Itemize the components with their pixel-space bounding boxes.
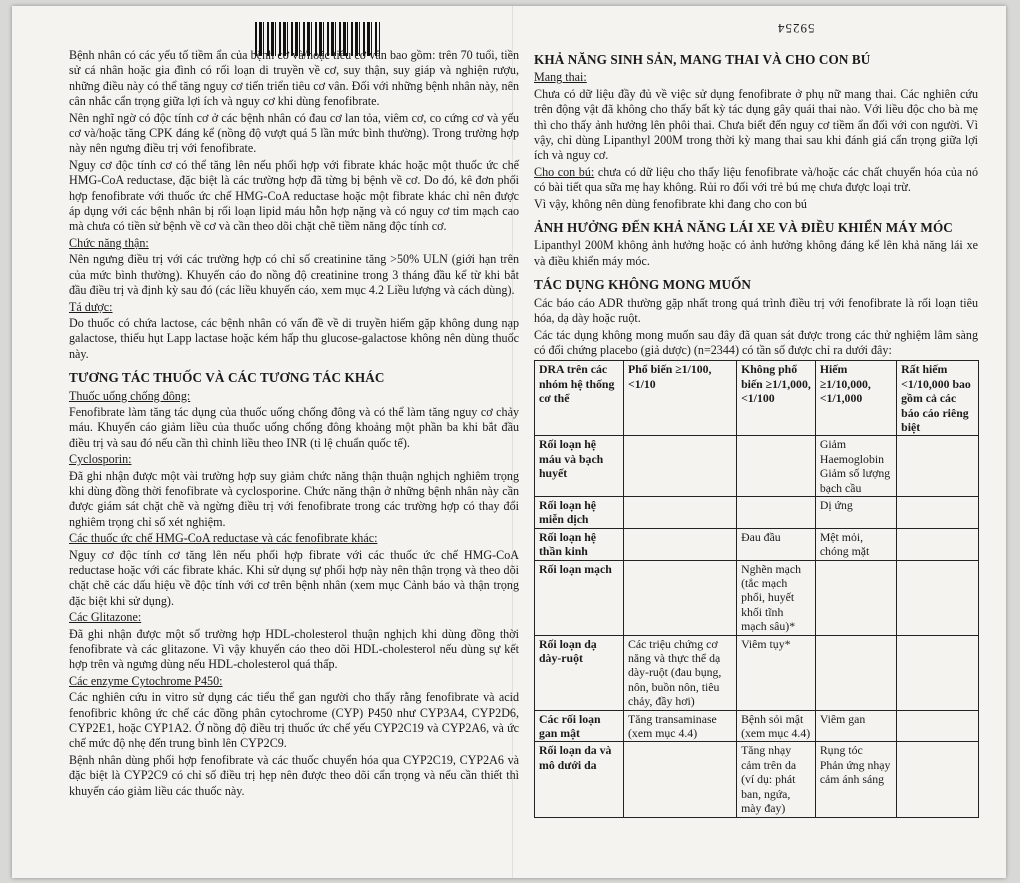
frequency-cell <box>897 710 979 742</box>
frequency-cell: Mệt mỏi, chóng mặt <box>815 528 896 560</box>
frequency-cell: Các triệu chứng cơ năng và thực thể dạ dày-ruột (đau bụng, nôn, buồn nôn, tiêu chảy, đầy hơi) <box>624 635 737 710</box>
adr-text-2: Các tác dụng không mong muốn sau đây đã quan sát được trong các thử nghiệm lâm sàng có đối chứng placebo (giả dược) (n=2344) có tần số được chỉ ra dưới đây: <box>534 327 978 357</box>
frequency-cell: Giảm Haemoglobin Giảm số lượng bạch cầu <box>815 436 896 497</box>
cyp-text-2: Bệnh nhân dùng phối hợp fenofibrate và các thuốc chuyển hóa qua CYP2C19, CYP2A6 và đặc biệt là CYP2C9 có chỉ số điều trị hẹp nên được theo dõi cẩn trọng và nếu cần thiết thì khuyến cáo giảm liều các thuốc này. <box>69 752 519 798</box>
frequency-cell <box>815 560 896 635</box>
frequency-cell <box>897 528 979 560</box>
paragraph: Nên nghĩ ngờ có độc tính cơ ở các bệnh nhân có đau cơ lan tỏa, viêm cơ, co cứng cơ và yếu cơ và/hoặc tăng CPK đáng kể (nồng độ vượt quá 5 lần mức bình thường). Trong trường hợp này nên ngưng điều trị với fenofibrate. <box>69 110 519 156</box>
frequency-cell <box>897 635 979 710</box>
adr-table <box>534 360 979 817</box>
frequency-cell <box>737 496 816 528</box>
organ-class-cell: Rối loạn dạ dày-ruột <box>535 635 624 710</box>
frequency-cell <box>624 436 737 497</box>
table-row <box>535 528 979 560</box>
driving-title: ẢNH HƯỞNG ĐẾN KHẢ NĂNG LÁI XE VÀ ĐIỀU KHIỂN MÁY MÓC <box>534 220 953 236</box>
pregnancy-heading: Mang thai: <box>534 70 587 85</box>
organ-class-cell: Rối loạn hệ miễn dịch <box>535 496 624 528</box>
fertility-title: KHẢ NĂNG SINH SẢN, MANG THAI VÀ CHO CON BÚ <box>534 52 871 67</box>
lactation-text: chưa có dữ liệu cho thấy liệu fenofibrate và/hoặc các chất chuyển hóa của nó có bài tiết qua sữa mẹ hay không. Rủi ro đối với trẻ bú mẹ chưa được loại trừ. <box>534 164 979 195</box>
lactation-text-2: Vì vậy, không nên dùng fenofibrate khi đang cho con bú <box>534 196 807 211</box>
table-row <box>535 496 979 528</box>
frequency-cell: Viêm tụy* <box>737 635 816 710</box>
paragraph: Bệnh nhân có các yếu tố tiềm ẩn của bệnh cơ và/hoặc tiêu cơ vân bao gồm: trên 70 tuổi, tiền sử cá nhân hoặc gia đình có rối loạn di truyền về cơ, suy thận, suy giáp và nghiện rượu, những điều này có thể tăng nguy cơ tiến triển tiêu cơ vân. Đối với những bệnh nhân này, nên cân nhắc cẩn trọng giữa lợi ích và nguy cơ khi dùng fenofibrate. <box>69 48 519 109</box>
header-cell: Rất hiếm <1/10,000 bao gồm cả các báo cáo riêng biệt <box>897 361 979 436</box>
statin-text: Nguy cơ độc tính cơ tăng lên nếu phối hợp fibrate với các thuốc ức chế HMG-CoA reductase hoặc với các fibrate khác. Khi sử dụng sự phối hợp này nên thận trọng và theo dõi chặt chẽ các dấu hiệu về độc tính với cơ trên bệnh nhân (xem mục Cảnh báo và thận trọng đặc biệt khi sử dụng). <box>69 547 519 608</box>
table-row <box>535 436 979 497</box>
cyclo-heading: Cyclosporin: <box>69 452 132 467</box>
adr-title: TÁC DỤNG KHÔNG MONG MUỐN <box>534 277 752 293</box>
frequency-cell <box>737 436 816 497</box>
document-page <box>12 6 1006 878</box>
frequency-cell <box>815 635 896 710</box>
cyclo-text: Đã ghi nhận được một vài trường hợp suy giảm chức năng thận thuận nghịch nghiêm trọng khi dùng đồng thời fenofibrate và cyclosporine. Chức năng thận ở những bệnh nhân này cần được giám sát chặt chẽ và ngừng điều trị với fenofibrate trong các trường hợp có thay đổi nghiêm trọng chỉ số xét nghiệm. <box>69 468 519 529</box>
lactation-heading: Cho con bú: <box>534 164 595 179</box>
frequency-cell: Tăng transaminase (xem mục 4.4) <box>624 710 737 742</box>
interactions-title: TƯƠNG TÁC THUỐC VÀ CÁC TƯƠNG TÁC KHÁC <box>69 370 385 386</box>
header-cell: Hiếm ≥1/10,000, <1/1,000 <box>815 361 896 436</box>
document-code: 59254 <box>777 21 815 36</box>
table-row <box>535 710 979 742</box>
cyp-text: Các nghiên cứu in vitro sử dụng các tiểu thể gan người cho thấy rằng fenofibrate và acid fenofibric không ức chế các đồng phân cytochrome (CYP) P450 như CYP3A4, CYP2D6, CYP2E1, hoặc CYP1A2. Ở nồng độ điều trị thuốc ức chế yếu CYP2C19 và CYP2A6, và ức chế mức độ nhẹ đến trung bình lên CYP2C9. <box>69 690 519 751</box>
frequency-cell: Rụng tóc Phản ứng nhạy cảm ánh sáng <box>815 742 896 817</box>
organ-class-cell: Các rối loạn gan mật <box>535 710 624 742</box>
frequency-cell <box>624 496 737 528</box>
cyp-heading: Các enzyme Cytochrome P450: <box>69 673 223 688</box>
driving-text: Lipanthyl 200M không ảnh hưởng hoặc có ảnh hưởng không đáng kể lên khả năng lái xe và điều khiển máy móc. <box>534 238 978 268</box>
anticoag-text: Fenofibrate làm tăng tác dụng của thuốc uống chống đông và có thể làm tăng nguy cơ chảy máu. Khuyến cáo giảm liều của thuốc uống chống đông khoảng một phần ba khi bắt đầu điều trị và sau đó nếu cần thì chỉnh liều theo INR (tỉ lệ chuẩn quốc tế). <box>69 404 519 450</box>
pregnancy-text: Chưa có dữ liệu đầy đủ về việc sử dụng fenofibrate ở phụ nữ mang thai. Các nghiên cứu trên động vật đã không cho thấy bất kỳ tác dụng gây quái thai nào. Với liều độc cho bà mẹ thì cho thấy ảnh hưởng lên phôi thai. Chưa biết đến nguy cơ tiềm ẩn đối với con người. Vì vậy, chỉ dùng Lipanthyl 200M trong thời kỳ mang thai sau khi đánh giá cẩn trọng giữa lợi ích và nguy cơ. <box>534 86 978 163</box>
renal-heading: Chức năng thận: <box>69 235 149 250</box>
frequency-cell: Tăng nhạy cảm trên da (ví dụ: phát ban, ngứa, mày đay) <box>737 742 816 817</box>
frequency-cell <box>897 436 979 497</box>
frequency-cell <box>624 560 737 635</box>
organ-class-cell: Rối loạn hệ máu và bạch huyết <box>535 436 624 497</box>
adr-text: Các báo cáo ADR thường gặp nhất trong quá trình điều trị với fenofibrate là rối loạn tiêu hóa, dạ dày hoặc ruột. <box>534 295 978 326</box>
organ-class-cell: Rối loạn da và mô dưới da <box>535 742 624 817</box>
frequency-cell <box>624 528 737 560</box>
frequency-cell: Dị ứng <box>815 496 896 528</box>
frequency-cell: Nghẽn mạch (tắc mạch phổi, huyết khối tĩnh mạch sâu)* <box>737 560 816 635</box>
frequency-cell: Bệnh sỏi mật (xem mục 4.4) <box>737 710 816 742</box>
excipient-text: Do thuốc có chứa lactose, các bệnh nhân có vấn đề về di truyền hiếm gặp không dung nạp galactose, thiếu hụt Lapp lactase hoặc kém hấp thu glucose-galactose không nên dùng thuốc này. <box>69 315 519 361</box>
table-row <box>535 560 979 635</box>
header-cell: Phổ biến ≥1/100, <1/10 <box>624 361 737 436</box>
paragraph: Nguy cơ độc tính cơ có thể tăng lên nếu phối hợp với fibrate khác hoặc một thuốc ức chế HMG-CoA reductase, đặc biệt là các trường hợp đã từng bị bệnh về cơ. Do đó, kê đơn phối hợp fenofibrate với thuốc ức chế HMG-CoA reductase hoặc một fibrate khác chỉ nên được áp dụng với các bệnh nhân bị rối loạn lipid máu hỗn hợp nặng và có nguy cơ tim mạch cao mà chưa có tiền sử bệnh về cơ và cần theo dõi chặt chẽ tiềm năng độc tính cơ. <box>69 157 519 234</box>
anticoag-heading: Thuốc uống chống đông: <box>69 388 191 403</box>
frequency-cell: Viêm gan <box>815 710 896 742</box>
organ-class-cell: Rối loạn hệ thần kinh <box>535 528 624 560</box>
renal-text: Nên ngưng điều trị với các trường hợp có chỉ số creatinine tăng >50% ULN (giới hạn trên của mức bình thường). Khuyến cáo đo nồng độ creatinine trong 3 tháng đầu kể từ khi bắt đầu điều trị và định kỳ sau đó (các liều khuyến cáo, xem mục 4.2 Liều lượng và cách dùng). <box>69 252 519 298</box>
table-row <box>535 742 979 817</box>
table-row <box>535 635 979 710</box>
left-column <box>69 48 519 800</box>
statin-heading: Các thuốc ức chế HMG-CoA reductase và các fenofibrate khác: <box>69 531 378 546</box>
frequency-cell <box>897 560 979 635</box>
glitazone-text: Đã ghi nhận được một số trường hợp HDL-cholesterol thuận nghịch khi dùng đồng thời fenofibrate và các glitazone. Vì vậy khuyến cáo theo dõi HDL-cholesterol nếu dùng sự kết hợp trên và ngưng dùng nếu HDL-cholesterol quá thấp. <box>69 626 519 672</box>
frequency-cell <box>897 496 979 528</box>
table-header-row <box>535 361 979 436</box>
organ-class-cell: Rối loạn mạch <box>535 560 624 635</box>
glitazone-heading: Các Glitazone: <box>69 610 142 625</box>
header-cell: Không phổ biến ≥1/1,000, <1/100 <box>737 361 816 436</box>
lactation-paragraph <box>534 165 978 196</box>
frequency-cell: Đau đầu <box>737 528 816 560</box>
frequency-cell <box>897 742 979 817</box>
excipient-heading: Tá dược: <box>69 299 113 314</box>
header-cell: DRA trên các nhóm hệ thống cơ thể <box>535 361 624 436</box>
right-column <box>534 48 978 818</box>
frequency-cell <box>624 742 737 817</box>
